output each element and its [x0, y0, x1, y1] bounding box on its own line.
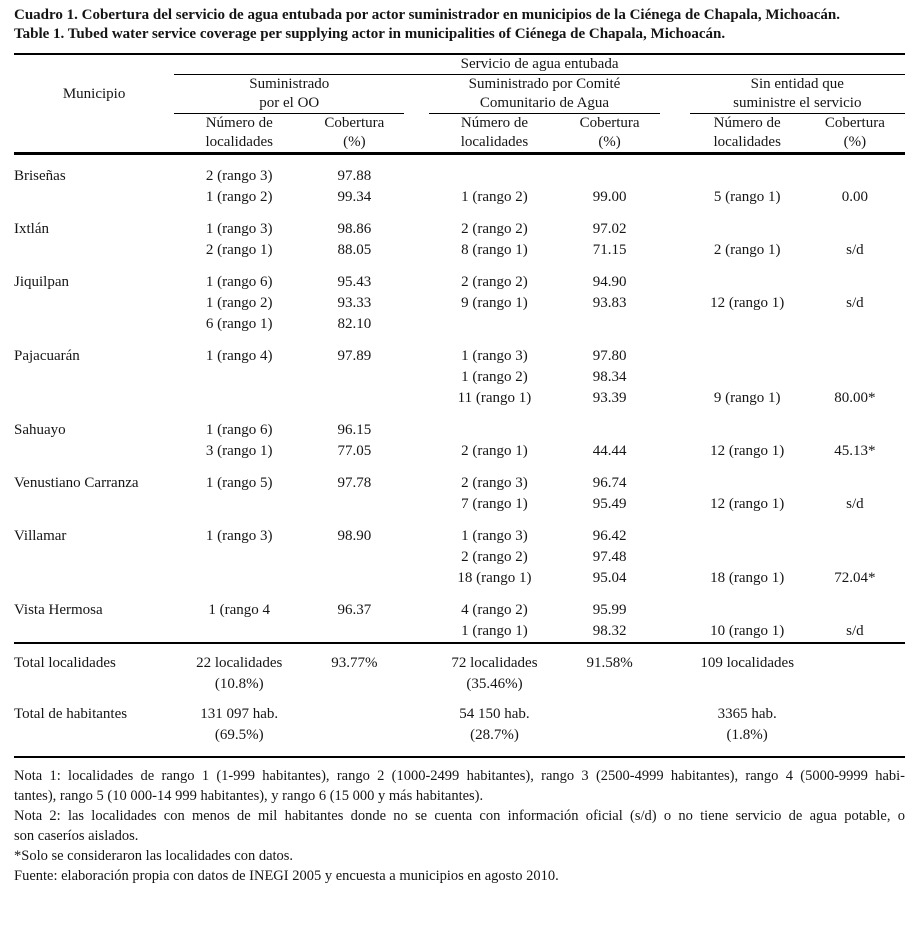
cell-g3-cobertura	[805, 261, 905, 335]
note-2-line-2: son caseríos aislados.	[14, 828, 139, 844]
cell-line: (1.8%)	[726, 727, 768, 743]
cell-line: s/d	[846, 623, 864, 639]
column-header-municipio: Municipio	[62, 85, 126, 102]
cell-line: 93.33	[337, 295, 372, 311]
cell-g3-localidades	[690, 409, 805, 462]
cell-line: 1 (rango 2)	[461, 369, 528, 385]
cell-line: 7 (rango 1)	[461, 496, 528, 512]
cell-g1-localidades	[174, 335, 304, 409]
cell-g1-localidades	[174, 643, 304, 695]
cell-line	[690, 526, 805, 547]
spacer	[660, 114, 690, 154]
cell-line: s/d	[846, 295, 864, 311]
cell-line: 71.15	[592, 242, 627, 258]
cell-g1-cobertura	[304, 462, 404, 515]
cell-line: 93.83	[592, 295, 627, 311]
cell-line: 96.15	[337, 422, 372, 438]
cell-line	[560, 166, 660, 187]
cell-line: 1 (rango 3)	[461, 348, 528, 364]
group-header-line: Sin entidad que	[750, 76, 844, 92]
cell-municipio	[14, 208, 174, 261]
header-row-groups	[14, 75, 905, 114]
cell-municipio	[14, 154, 174, 209]
cell-g2-cobertura	[560, 515, 660, 589]
cell-line	[429, 420, 559, 441]
cell-line: 12 (rango 1)	[710, 496, 785, 512]
group-header-line: por el OO	[259, 95, 320, 111]
table-notes	[14, 766, 905, 886]
cell-line: 97.88	[337, 168, 372, 184]
total-label: Total localidades	[14, 655, 116, 671]
cell-line	[805, 420, 905, 441]
cell-line: 77.05	[337, 443, 372, 459]
cell-line: 98.86	[337, 221, 372, 237]
spacer	[660, 75, 690, 114]
cell-line: 2 (rango 1)	[461, 443, 528, 459]
header-row-sub	[14, 114, 905, 154]
cell-g2-cobertura	[560, 643, 660, 695]
cell-g1-cobertura	[304, 261, 404, 335]
cell-line: 97.80	[592, 348, 627, 364]
cell-line: 99.34	[337, 189, 372, 205]
subheader-line: (%)	[598, 134, 621, 150]
cell-g2-cobertura	[560, 589, 660, 643]
spacer	[660, 643, 690, 695]
cell-line: 99.00	[592, 189, 627, 205]
cell-line	[690, 420, 805, 441]
group-header-line: Suministrado por Comité	[468, 76, 621, 92]
cell-line: 96.74	[592, 475, 627, 491]
cell-g2-localidades	[429, 154, 559, 209]
spacer	[660, 208, 690, 261]
municipality-name: Ixtlán	[14, 221, 49, 237]
cell-line: 3 (rango 1)	[205, 443, 273, 459]
cell-g1-localidades	[174, 589, 304, 643]
cell-line: 96.37	[337, 602, 372, 618]
header-row-span	[14, 55, 905, 75]
cell-g3-localidades	[690, 643, 805, 695]
cell-line: 18 (rango 1)	[457, 570, 532, 586]
cell-line	[690, 219, 805, 240]
cell-line: 97.02	[592, 221, 627, 237]
cell-g3-localidades	[690, 462, 805, 515]
group-header-line: Suministrado	[249, 76, 330, 92]
cell-line: 88.05	[337, 242, 372, 258]
table-row	[14, 261, 905, 335]
cell-line	[805, 272, 905, 293]
cell-line	[690, 166, 805, 187]
subheader-num-localidades	[690, 114, 805, 154]
cell-line: 2 (rango 2)	[461, 549, 528, 565]
table-row	[14, 208, 905, 261]
spacer	[404, 335, 429, 409]
group-header-sin-entidad	[690, 75, 905, 114]
cell-g2-localidades	[429, 643, 559, 695]
cell-g2-cobertura	[560, 261, 660, 335]
spacer	[404, 208, 429, 261]
cell-g3-cobertura	[805, 154, 905, 209]
subheader-line: (%)	[843, 134, 867, 150]
cell-line: 1 (rango 4	[208, 602, 271, 618]
cell-g3-localidades	[690, 695, 805, 757]
cell-line: 2 (rango 3)	[205, 168, 273, 184]
subheader-num-localidades	[429, 114, 559, 154]
cell-line: 1 (rango 2)	[205, 189, 273, 205]
municipality-name: Briseñas	[14, 168, 66, 184]
cell-line: 5 (rango 1)	[713, 189, 781, 205]
cell-line: 1 (rango 3)	[205, 528, 273, 544]
cell-g1-localidades	[174, 154, 304, 209]
cell-line: 72 localidades	[451, 655, 538, 671]
table-caption-en: Table 1. Tubed water service coverage per supplying actor in municipalities of Ciénega de Chapala, Michoacán.	[14, 26, 726, 42]
subheader-line: Cobertura	[324, 115, 385, 131]
cell-line: 45.13*	[834, 443, 876, 459]
cell-g2-localidades	[429, 335, 559, 409]
cell-g1-cobertura	[304, 695, 404, 757]
cell-g2-localidades	[429, 695, 559, 757]
subheader-line: localidades	[205, 134, 273, 150]
cell-g3-cobertura	[805, 462, 905, 515]
cell-line: 72.04*	[834, 570, 876, 586]
cell-g2-localidades	[429, 409, 559, 462]
cell-line: s/d	[846, 242, 864, 258]
cell-total-label	[14, 643, 174, 695]
note-source: Fuente: elaboración propia con datos de INEGI 2005 y encuesta a municipios en agosto 2010.	[14, 868, 559, 884]
cell-line: 82.10	[337, 316, 372, 332]
cell-line: 80.00*	[834, 390, 876, 406]
spacer	[660, 335, 690, 409]
subheader-line: localidades	[713, 134, 781, 150]
cell-line: 22 localidades	[196, 655, 283, 671]
spacer	[660, 462, 690, 515]
cell-line: 2 (rango 1)	[205, 242, 273, 258]
spacer	[660, 515, 690, 589]
cell-line	[805, 219, 905, 240]
municipality-name: Vista Hermosa	[14, 602, 103, 618]
cell-g2-localidades	[429, 462, 559, 515]
cell-g3-cobertura	[805, 695, 905, 757]
cell-g1-localidades	[174, 515, 304, 589]
cell-line: 93.39	[592, 390, 627, 406]
cell-line	[805, 600, 905, 621]
cell-g2-cobertura	[560, 409, 660, 462]
cell-g1-cobertura	[304, 589, 404, 643]
subheader-line: Número de	[205, 115, 273, 131]
cell-g2-cobertura	[560, 695, 660, 757]
cell-line	[805, 346, 905, 367]
spacer	[404, 154, 429, 209]
cell-line: 95.49	[592, 496, 627, 512]
cell-municipio	[14, 589, 174, 643]
cell-g1-localidades	[174, 208, 304, 261]
subheader-line: Número de	[460, 115, 528, 131]
total-label: Total de habitantes	[14, 706, 128, 722]
cell-g3-localidades	[690, 515, 805, 589]
cell-line: 98.90	[337, 528, 372, 544]
cell-line: 91.58%	[586, 655, 633, 671]
spacer	[404, 695, 429, 757]
group-header-line: suministre el servicio	[733, 95, 862, 111]
empty-cell	[14, 114, 174, 154]
cell-line	[805, 367, 905, 388]
cell-line: 12 (rango 1)	[710, 443, 785, 459]
cell-g1-localidades	[174, 695, 304, 757]
subheader-line: Cobertura	[824, 115, 885, 131]
cell-g1-cobertura	[304, 335, 404, 409]
cell-g2-cobertura	[560, 154, 660, 209]
cell-g3-localidades	[690, 208, 805, 261]
cell-line: 95.04	[592, 570, 627, 586]
cell-line	[690, 600, 805, 621]
spacer	[404, 515, 429, 589]
cell-line: 93.77%	[331, 655, 378, 671]
group-header-comite	[429, 75, 659, 114]
subheader-num-localidades	[174, 114, 304, 154]
cell-line: 3365 hab.	[717, 706, 777, 722]
cell-line: 97.48	[592, 549, 627, 565]
cell-g1-cobertura	[304, 515, 404, 589]
spacer	[404, 75, 429, 114]
municipality-name: Sahuayo	[14, 422, 66, 438]
cell-line: 109 localidades	[700, 655, 795, 671]
spacer	[404, 589, 429, 643]
cell-g2-localidades	[429, 515, 559, 589]
cell-g2-cobertura	[560, 208, 660, 261]
cell-line	[690, 367, 805, 388]
table-row	[14, 409, 905, 462]
cell-line	[690, 473, 805, 494]
table-row	[14, 462, 905, 515]
cell-line: 98.32	[592, 623, 627, 639]
totals-row-localities	[14, 643, 905, 695]
cell-line: (10.8%)	[214, 676, 264, 692]
cell-line: 2 (rango 2)	[461, 274, 528, 290]
cell-g1-cobertura	[304, 409, 404, 462]
cell-g1-localidades	[174, 462, 304, 515]
municipality-name: Villamar	[14, 528, 67, 544]
cell-g1-cobertura	[304, 154, 404, 209]
municipality-name: Jiquilpan	[14, 274, 69, 290]
cell-line: 2 (rango 3)	[461, 475, 528, 491]
cell-line: 1 (rango 3)	[461, 528, 528, 544]
table-row	[14, 335, 905, 409]
cell-line: 11 (rango 1)	[457, 390, 532, 406]
cell-line	[690, 346, 805, 367]
cell-g2-cobertura	[560, 335, 660, 409]
cell-line: 1 (rango 6)	[205, 422, 273, 438]
spacer	[404, 261, 429, 335]
cell-municipio	[14, 335, 174, 409]
spacer	[404, 643, 429, 695]
cell-g1-cobertura	[304, 208, 404, 261]
cell-municipio	[14, 515, 174, 589]
cell-line: 95.43	[337, 274, 372, 290]
subheader-line: Cobertura	[579, 115, 640, 131]
cell-g3-cobertura	[805, 589, 905, 643]
subheader-line: localidades	[460, 134, 529, 150]
cell-line: 98.34	[592, 369, 627, 385]
cell-line: 1 (rango 2)	[461, 189, 528, 205]
cell-g3-cobertura	[805, 515, 905, 589]
spacer	[660, 695, 690, 757]
data-table	[14, 55, 905, 758]
municipality-name: Venustiano Carranza	[14, 475, 139, 491]
cell-line: 1 (rango 2)	[205, 295, 273, 311]
cell-line	[690, 547, 805, 568]
spacer	[660, 154, 690, 209]
spacer	[404, 409, 429, 462]
cell-line	[805, 547, 905, 568]
subheader-cobertura	[560, 114, 660, 154]
note-1-line-1: Nota 1: localidades de rango 1 (1-999 habitantes), rango 2 (1000-2499 habitantes), rango 3 (2500-4999 habitantes), rango 4 (5000-9999 habi-	[14, 768, 905, 784]
note-1-line-2: tantes), rango 5 (10 000-14 999 habitantes), y rango 6 (15 000 y más habitantes).	[14, 788, 484, 804]
spacer	[660, 409, 690, 462]
cell-g2-localidades	[429, 208, 559, 261]
cell-g2-cobertura	[560, 462, 660, 515]
cell-line	[805, 166, 905, 187]
cell-g1-cobertura	[304, 643, 404, 695]
cell-g3-localidades	[690, 589, 805, 643]
empty-cell	[14, 55, 174, 75]
cell-line: 2 (rango 1)	[713, 242, 781, 258]
table-row	[14, 154, 905, 209]
cell-line: 97.78	[337, 475, 372, 491]
subheader-line: Número de	[713, 115, 781, 131]
cell-g3-localidades	[690, 154, 805, 209]
cell-line: (28.7%)	[470, 727, 519, 743]
subheader-cobertura	[805, 114, 905, 154]
span-header: Servicio de agua entubada	[174, 55, 905, 75]
subheader-line: (%)	[343, 134, 366, 150]
cell-line: 1 (rango 4)	[205, 348, 273, 364]
cell-line: (69.5%)	[214, 727, 264, 743]
cell-line: 1 (rango 6)	[205, 274, 273, 290]
cell-line: 1 (rango 1)	[461, 623, 528, 639]
cell-g2-localidades	[429, 261, 559, 335]
cell-line: 2 (rango 2)	[461, 221, 528, 237]
cell-g3-cobertura	[805, 335, 905, 409]
note-asterisk: *Solo se consideraron las localidades con datos.	[14, 848, 294, 864]
cell-g3-cobertura	[805, 409, 905, 462]
cell-line: 6 (rango 1)	[205, 316, 273, 332]
table-row	[14, 515, 905, 589]
cell-municipio	[14, 462, 174, 515]
totals-row-inhabitants	[14, 695, 905, 757]
cell-line: 97.89	[337, 348, 372, 364]
cell-line	[560, 420, 660, 441]
cell-line: 95.99	[592, 602, 627, 618]
cell-line: 8 (rango 1)	[461, 242, 528, 258]
cell-line: 44.44	[592, 443, 627, 459]
cell-line	[690, 272, 805, 293]
cell-municipio	[14, 409, 174, 462]
cell-g3-localidades	[690, 335, 805, 409]
cell-g3-cobertura	[805, 208, 905, 261]
cell-line: 10 (rango 1)	[710, 623, 785, 639]
cell-g3-localidades	[690, 261, 805, 335]
cell-line: 4 (rango 2)	[461, 602, 528, 618]
cell-total-label	[14, 695, 174, 757]
spacer	[404, 462, 429, 515]
cell-line	[429, 166, 559, 187]
cell-line: 1 (rango 3)	[205, 221, 273, 237]
table-caption-es: Cuadro 1. Cobertura del servicio de agua entubada por actor suministrador en municipios de la Ciénega de Chapala, Michoacán.	[14, 7, 841, 23]
cell-line: s/d	[846, 496, 864, 512]
group-header-line: Comunitario de Agua	[479, 95, 610, 111]
cell-line: 96.42	[592, 528, 627, 544]
cell-line	[805, 473, 905, 494]
cell-g3-cobertura	[805, 643, 905, 695]
cell-line: 131 097 hab.	[200, 706, 279, 722]
spacer	[404, 114, 429, 154]
note-2-line-1: Nota 2: las localidades con menos de mil habitantes donde no se cuenta con información oficial (s/d) o no tiene servicio de agua potable, o	[14, 808, 905, 824]
subheader-cobertura	[304, 114, 404, 154]
cell-municipio	[14, 261, 174, 335]
cell-line	[805, 526, 905, 547]
cell-line: 94.90	[592, 274, 627, 290]
cell-line: 18 (rango 1)	[710, 570, 785, 586]
cell-g2-localidades	[429, 589, 559, 643]
cell-line: (35.46%)	[466, 676, 523, 692]
cell-line: 1 (rango 5)	[205, 475, 273, 491]
cell-g1-localidades	[174, 409, 304, 462]
spacer	[660, 589, 690, 643]
cell-line: 0.00	[841, 189, 868, 205]
group-header-oo	[174, 75, 404, 114]
municipality-name: Pajacuarán	[14, 348, 80, 364]
cell-g1-localidades	[174, 261, 304, 335]
cell-line: 12 (rango 1)	[710, 295, 785, 311]
spacer	[660, 261, 690, 335]
table-caption	[14, 6, 905, 55]
cell-line: 9 (rango 1)	[713, 390, 781, 406]
cell-line: 9 (rango 1)	[461, 295, 528, 311]
table-row	[14, 589, 905, 643]
cell-line: 54 150 hab.	[459, 706, 530, 722]
